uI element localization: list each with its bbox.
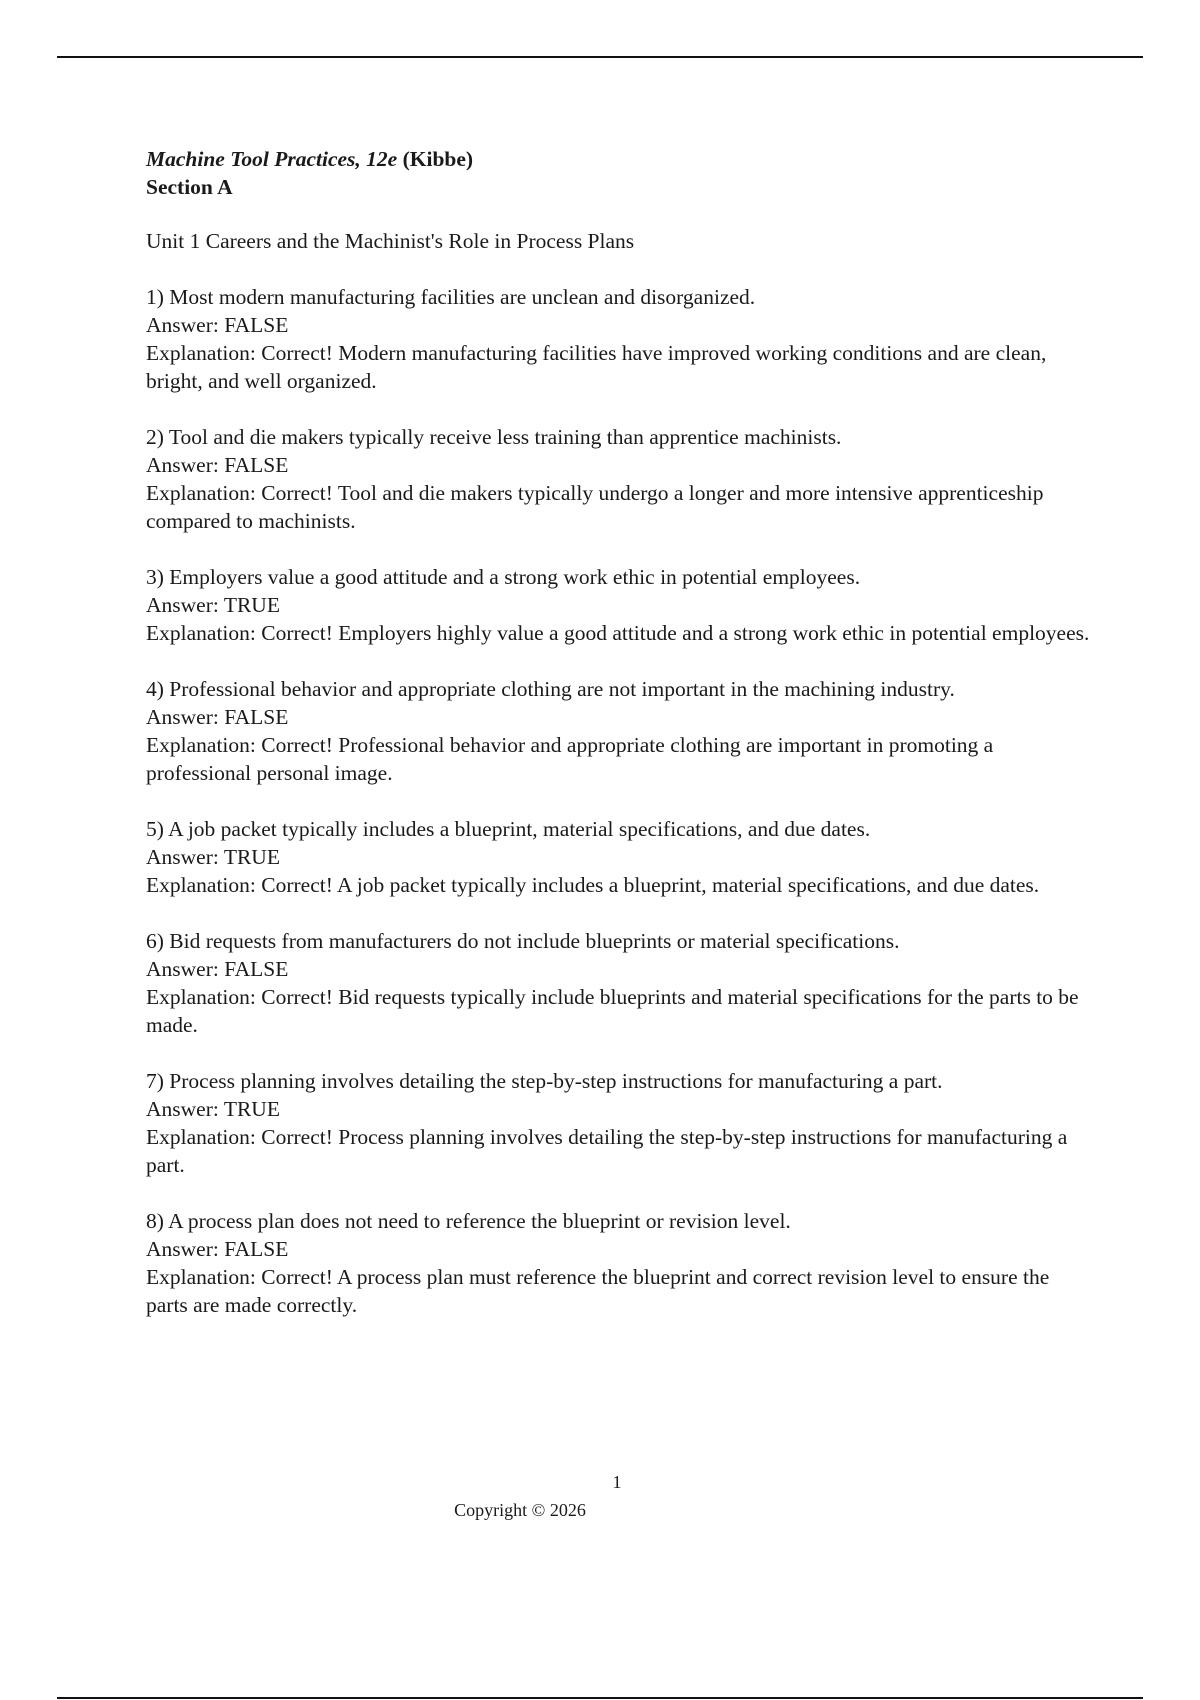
question-text: 2) Tool and die makers typically receive less training than apprentice machinists. <box>146 425 842 449</box>
question-text: 4) Professional behavior and appropriate clothing are not important in the machining industry. <box>146 677 955 701</box>
answer-text: Answer: FALSE <box>146 453 289 477</box>
bottom-rule <box>57 1697 1143 1699</box>
question-text: 1) Most modern manufacturing facilities are unclean and disorganized. <box>146 285 756 309</box>
explanation-text: Explanation: Correct! Employers highly value a good attitude and a strong work ethic in potential employees. <box>146 621 1090 645</box>
explanation-text: Explanation: Correct! A process plan must reference the blueprint and correct revision level to ensure the parts are made correctly. <box>146 1265 1050 1317</box>
document-body <box>146 145 1096 1319</box>
answer-text: Answer: TRUE <box>146 593 280 617</box>
page-number: 1 <box>612 1472 622 1492</box>
question-block <box>146 1067 1096 1179</box>
answer-text: Answer: FALSE <box>146 313 289 337</box>
answer-text: Answer: TRUE <box>146 845 280 869</box>
answer-text: Answer: TRUE <box>146 1097 280 1121</box>
book-title-author: (Kibbe) <box>397 147 474 171</box>
book-title-italic: Machine Tool Practices, 12e <box>146 147 398 171</box>
explanation-text: Explanation: Correct! Modern manufacturing facilities have improved working conditions and are clean, bright, and well organized. <box>146 341 1047 393</box>
top-rule <box>57 56 1143 58</box>
question-block <box>146 927 1096 1039</box>
question-block <box>146 675 1096 787</box>
question-text: 7) Process planning involves detailing the step-by-step instructions for manufacturing a part. <box>146 1069 943 1093</box>
question-block <box>146 283 1096 395</box>
question-block <box>146 563 1096 647</box>
unit-heading: Unit 1 Careers and the Machinist's Role in Process Plans <box>146 229 635 253</box>
book-title <box>146 145 1096 173</box>
question-block <box>146 815 1096 899</box>
question-block <box>146 423 1096 535</box>
explanation-text: Explanation: Correct! Bid requests typically include blueprints and material specifications for the parts to be made. <box>146 985 1079 1037</box>
question-text: 6) Bid requests from manufacturers do not include blueprints or material specifications. <box>146 929 900 953</box>
question-block <box>146 1207 1096 1319</box>
question-text: 3) Employers value a good attitude and a strong work ethic in potential employees. <box>146 565 861 589</box>
explanation-text: Explanation: Correct! A job packet typically includes a blueprint, material specifications, and due dates. <box>146 873 1040 897</box>
copyright-notice: Copyright © 2026 <box>454 1500 586 1520</box>
explanation-text: Explanation: Correct! Process planning involves detailing the step-by-step instructions for manufacturing a part. <box>146 1125 1068 1177</box>
answer-text: Answer: FALSE <box>146 705 289 729</box>
question-text: 5) A job packet typically includes a blueprint, material specifications, and due dates. <box>146 817 871 841</box>
question-text: 8) A process plan does not need to reference the blueprint or revision level. <box>146 1209 791 1233</box>
answer-text: Answer: FALSE <box>146 1237 289 1261</box>
answer-text: Answer: FALSE <box>146 957 289 981</box>
section-heading: Section A <box>146 175 233 199</box>
explanation-text: Explanation: Correct! Professional behavior and appropriate clothing are important in promoting a professional personal image. <box>146 733 994 785</box>
explanation-text: Explanation: Correct! Tool and die makers typically undergo a longer and more intensive apprenticeship compared to machinists. <box>146 481 1044 533</box>
